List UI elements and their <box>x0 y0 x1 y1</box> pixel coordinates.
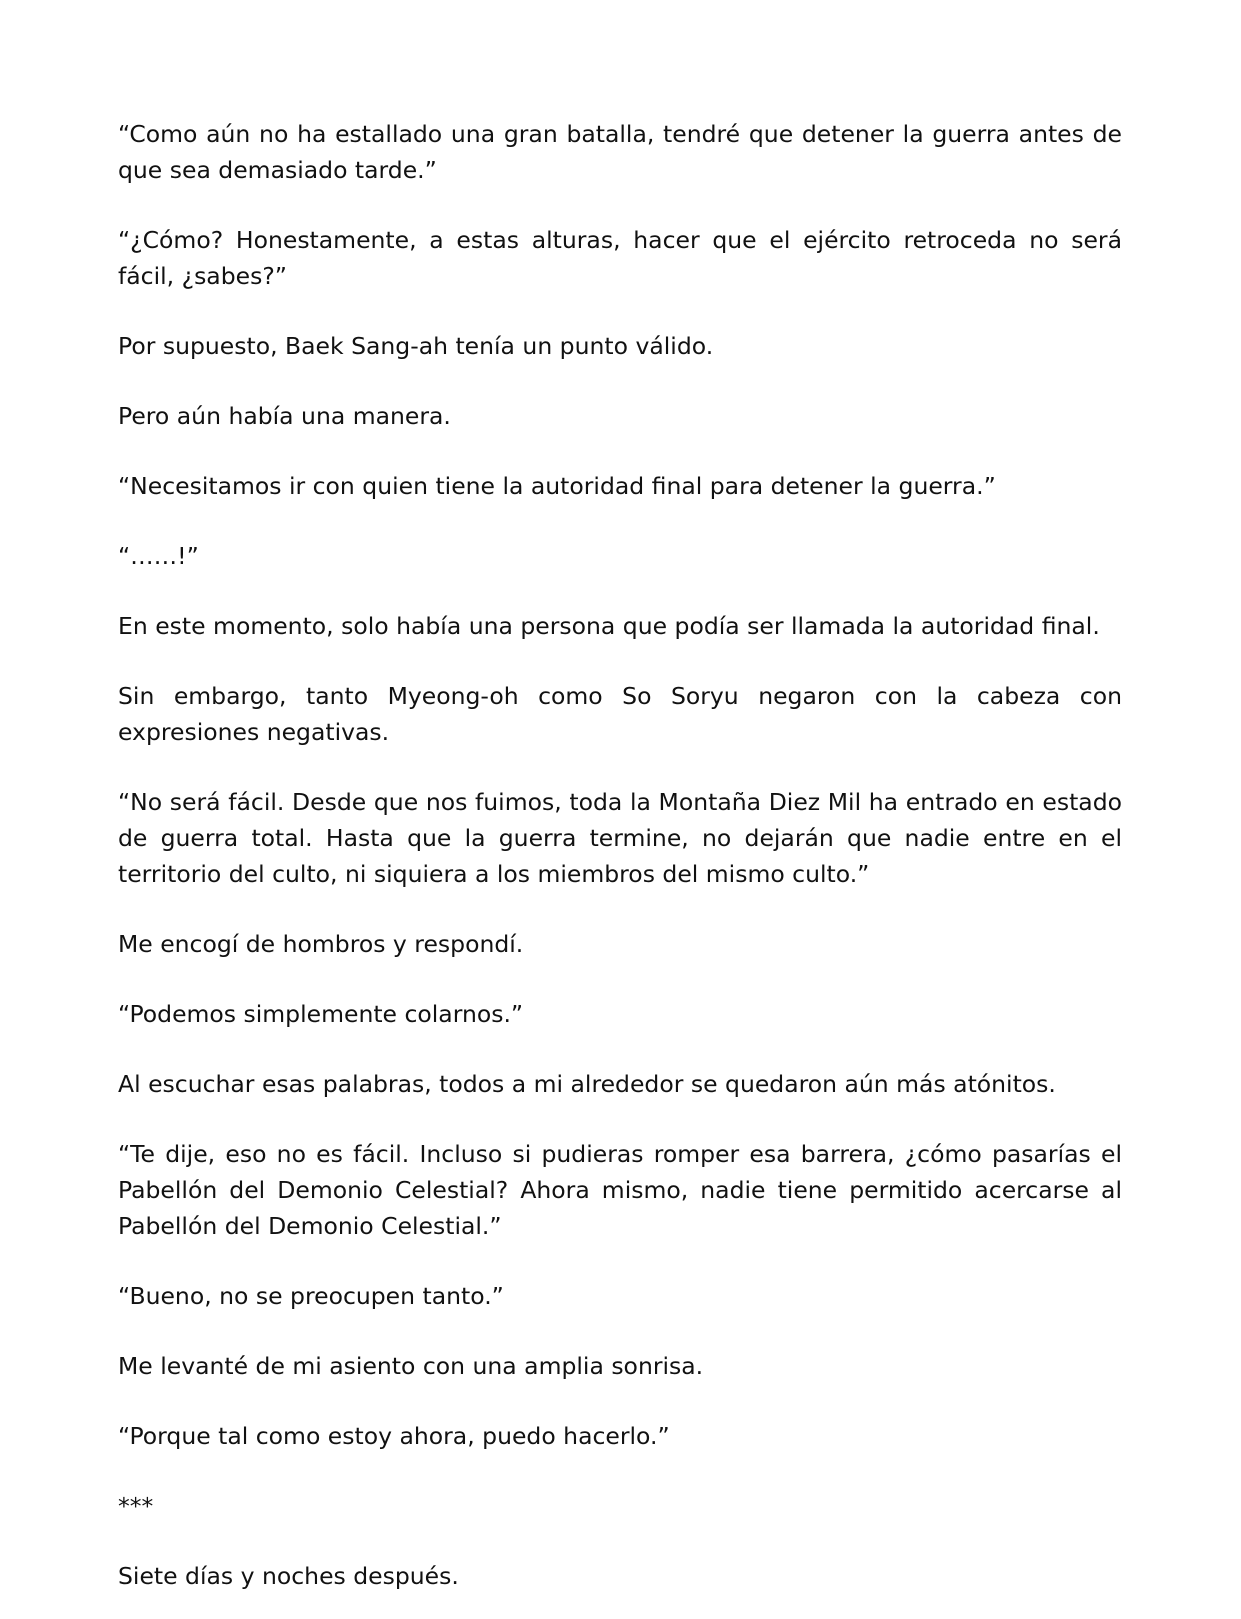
paragraph: “Como aún no ha estallado una gran batalla, tendré que detener la guerra antes de que sea demasiado tarde.” <box>118 120 1122 184</box>
paragraph: “Te dije, eso no es fácil. Incluso si pudieras romper esa barrera, ¿cómo pasarías el Pabellón del Demonio Celestial? Ahora mismo, nadie tiene permitido acercarse al Pabellón del Demonio Celestial.” <box>118 1140 1122 1240</box>
paragraph: “Necesitamos ir con quien tiene la autoridad final para detener la guerra.” <box>118 472 996 500</box>
paragraph: “Bueno, no se preocupen tanto.” <box>118 1282 504 1310</box>
paragraph: Por supuesto, Baek Sang-ah tenía un punto válido. <box>118 332 714 360</box>
paragraph: Al escuchar esas palabras, todos a mi alrededor se quedaron aún más atónitos. <box>118 1070 1056 1098</box>
paragraph: “……!” <box>118 542 199 570</box>
document-body <box>118 116 1122 1594</box>
paragraph: Me encogí de hombros y respondí. <box>118 930 524 958</box>
paragraph: “Porque tal como estoy ahora, puedo hacerlo.” <box>118 1422 670 1450</box>
paragraph: En este momento, solo había una persona que podía ser llamada la autoridad final. <box>118 612 1100 640</box>
paragraph: Me levanté de mi asiento con una amplia sonrisa. <box>118 1352 704 1380</box>
paragraph: “¿Cómo? Honestamente, a estas alturas, hacer que el ejército retroceda no será fácil, ¿sabes?” <box>118 226 1122 290</box>
scene-break: *** <box>118 1492 154 1520</box>
paragraph: “No será fácil. Desde que nos fuimos, toda la Montaña Diez Mil ha entrado en estado de guerra total. Hasta que la guerra termine, no dejarán que nadie entre en el territorio del culto, ni siquiera a los miembros del mismo culto.” <box>118 788 1122 888</box>
paragraph: Siete días y noches después. <box>118 1562 459 1590</box>
paragraph: Sin embargo, tanto Myeong-oh como So Soryu negaron con la cabeza con expresiones negativas. <box>118 682 1122 746</box>
paragraph: “Podemos simplemente colarnos.” <box>118 1000 524 1028</box>
paragraph: Pero aún había una manera. <box>118 402 451 430</box>
